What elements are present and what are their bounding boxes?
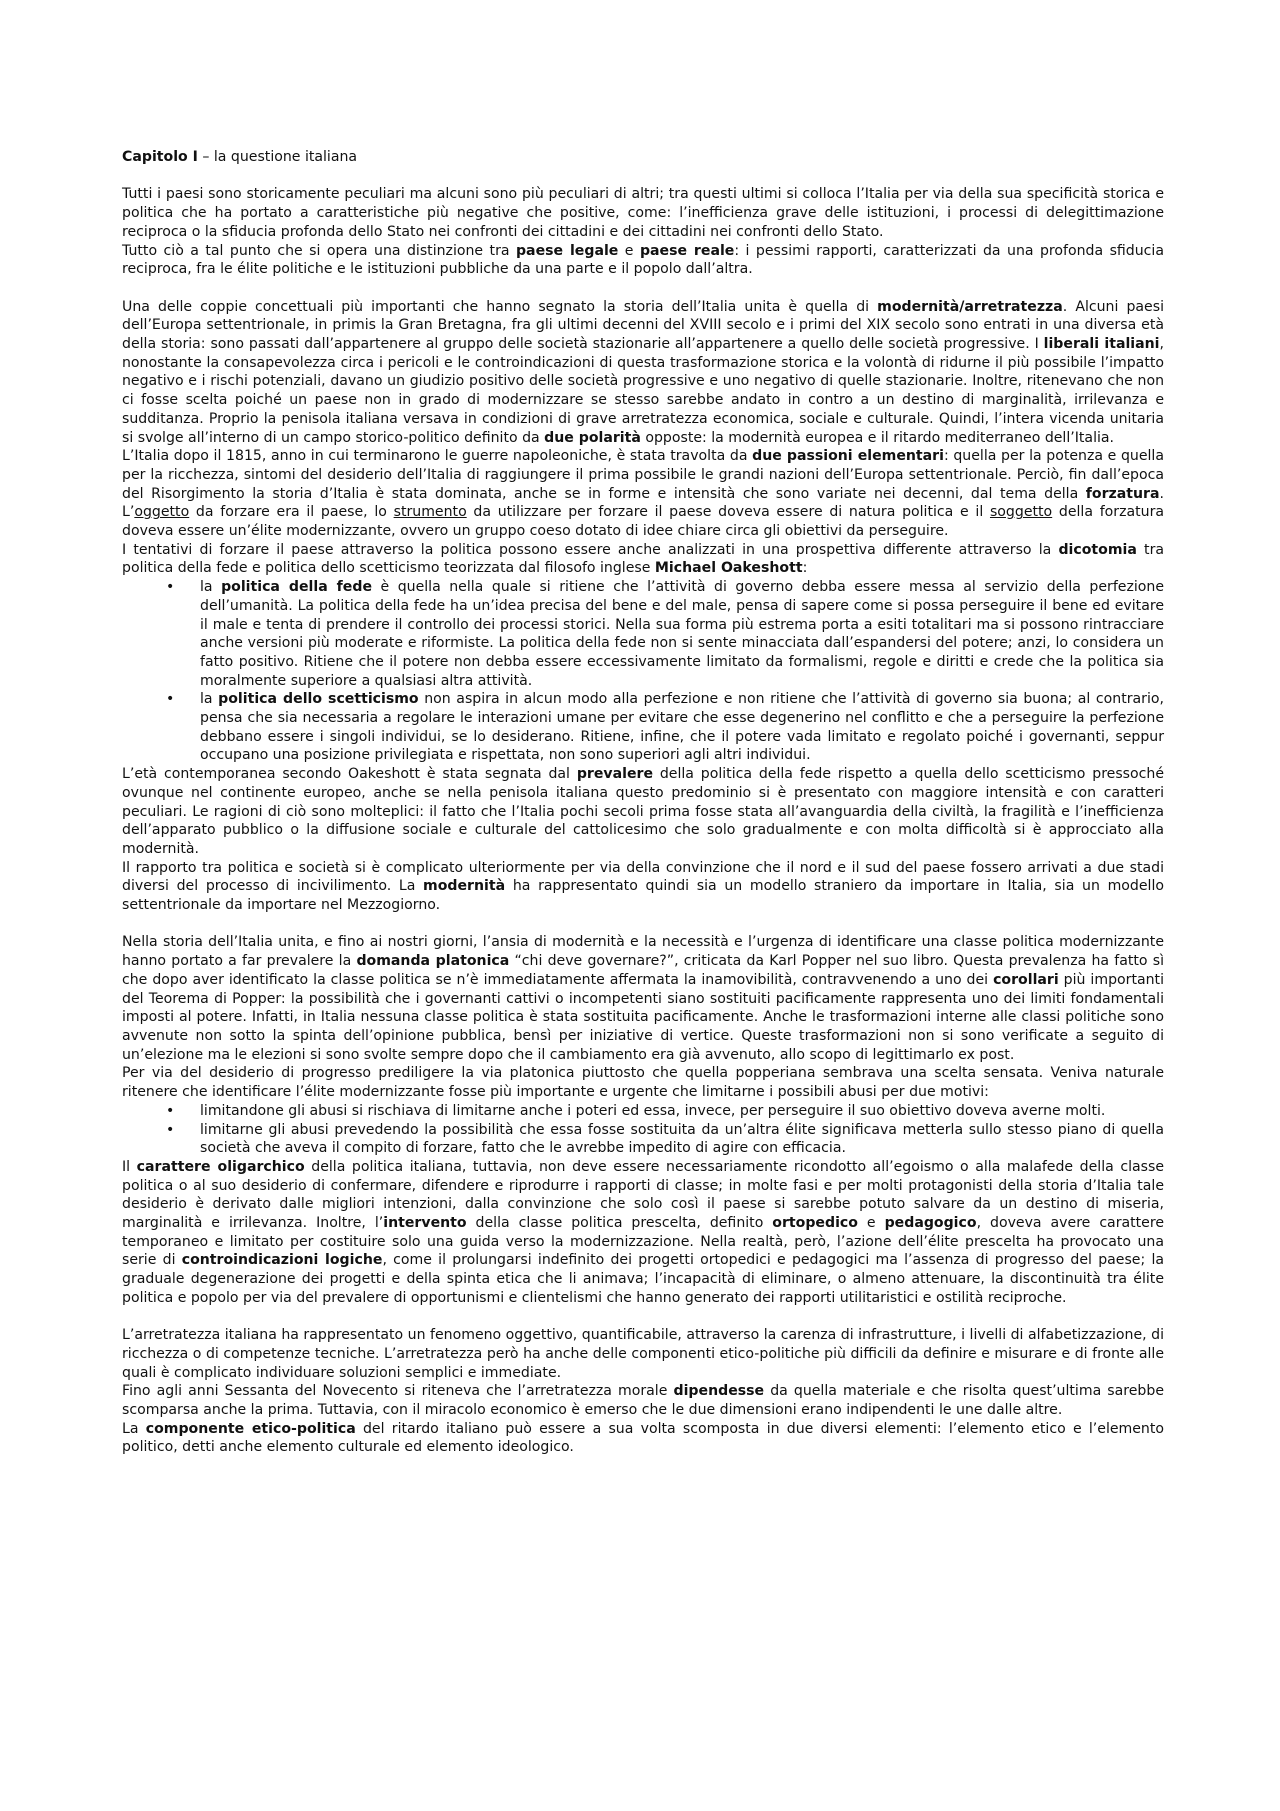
text-run: limitarne gli abusi prevedendo la possibilità che essa fosse sostituita da un’altra élite significava metterla sullo stesso piano di quella società che aveva il compito di forzare, fatto che le avrebbe impedito di agire con efficacia.	[200, 1121, 1164, 1157]
text-run: Fino agli anni Sessanta del Novecento si riteneva che l’arretratezza morale	[122, 1383, 674, 1400]
paragraph-spacer	[122, 279, 1164, 298]
text-run: e	[618, 242, 640, 259]
text-run: la	[200, 579, 222, 596]
text-run: Tutti i paesi sono storicamente peculiari ma alcuni sono più peculiari di altri; tra questi ultimi si colloca l’Italia per via della sua specificità storica e politica che ha portato a caratteristiche più negative che positive, come: l’inefficienza grave delle istituzioni, i processi di delegittimazione reciproca o la sfiducia profonda dello Stato nei confronti dei cittadini e dei cittadini nei confronti dello Stato.	[122, 186, 1164, 240]
bold-term: politica della fede	[221, 579, 372, 596]
text-run: Nella storia dell’Italia unita, e fino ai nostri giorni, l’ansia di modernità e la necessità e l’urgenza di identificare una classe politica modernizzante hanno portato a far prevalere la	[122, 934, 1164, 970]
text-run: : i pessimi rapporti, caratterizzati da una profonda sfiducia reciproca, fra le élite politiche e le istituzioni pubbliche da una parte e il popolo dall’altra.	[122, 242, 1164, 278]
text-run: , doveva avere carattere temporaneo e limitato per costituire solo una guida verso la modernizzazione. Nella realtà, però, l’azione dell’élite prescelta ha provocato una serie di	[122, 1215, 1165, 1269]
bold-term: forzatura	[1085, 485, 1160, 502]
document-body	[122, 185, 1164, 1457]
bold-term: modernità/arretratezza	[877, 298, 1063, 315]
text-run: da utilizzare per forzare il paese doveva essere di natura politica e il	[466, 504, 990, 521]
text-run: della forzatura doveva essere un’élite modernizzante, ovvero un gruppo coeso dotato di idee chiare circa gli obiettivi da perseguire.	[122, 504, 1165, 540]
bullet-icon: •	[166, 1102, 175, 1119]
bullet-icon: •	[166, 691, 175, 708]
list-item	[122, 1102, 1164, 1121]
text-run: , nonostante la consapevolezza circa i pericoli e le controindicazioni di questa trasformazione storica e la volontà di ridurne il più possibile l’impatto negativo e i rischi potenziali, davano un giudizio positivo delle società progressive e uno negativo di quelle stazionarie. Inoltre, ritenevano che non ci fosse scelta poiché un paese non in grado di modernizzare se stesso sarebbe andato in contro a un destino di marginalità, irrilevanza e sudditanza. Proprio la penisola italiana versava in condizioni di grave arretratezza economica, sociale e culturale. Quindi, l’intera vicenda unitaria si svolge all’interno di un campo storico-politico definito da	[122, 336, 1164, 446]
bold-term: carattere oligarchico	[136, 1158, 305, 1175]
text-run: La	[122, 1420, 146, 1437]
underlined-term: soggetto	[989, 504, 1053, 521]
text-run: non aspira in alcun modo alla perfezione e non ritiene che l’attività di governo sia buona; al contrario, pensa che sia necessaria a regolare le interazioni umane per evitare che esse degenerino nel conflitto e che a perseguire la perfezione debbano essere i singoli individui, se lo desiderano. Ritiene, infine, che il potere vada limitato e regolato poiché i governanti, seppur occupano una posizione privilegiata e rispettata, non sono superiori agli altri individui.	[200, 691, 1164, 764]
bold-term: domanda platonica	[356, 953, 510, 970]
text-run: I tentativi di forzare il paese attraverso la politica possono essere anche analizzati in una prospettiva differente attraverso la	[122, 541, 1059, 558]
bold-term: due polarità	[544, 429, 641, 446]
bold-term: dicotomia	[1058, 541, 1137, 558]
bold-term: corollari	[993, 971, 1059, 988]
bold-term: prevalere	[576, 766, 654, 783]
underlined-term: strumento	[393, 504, 467, 521]
document-page	[122, 148, 1164, 1457]
paragraph-spacer	[122, 1308, 1164, 1327]
paragraph	[122, 242, 1164, 279]
paragraph	[122, 765, 1164, 859]
text-run: : quella per la potenza e quella per la ricchezza, sintomi del desiderio dell’Italia di raggiungere il prima possibile le grandi nazioni dell’Europa settentrionale. Perciò, fin dall’epoca del Risorgimento la storia d’Italia è stata dominata, anche se in forme e intensità che sono variate nei decenni, dal tema della	[122, 448, 1164, 502]
paragraph-spacer	[122, 915, 1164, 934]
paragraph	[122, 933, 1164, 1064]
paragraph	[122, 185, 1164, 241]
paragraph	[122, 541, 1164, 578]
underlined-term: oggetto	[134, 504, 190, 521]
bullet-list	[122, 578, 1164, 765]
bold-term: politica dello scetticismo	[218, 691, 419, 708]
text-run: :	[802, 560, 808, 577]
text-run: più importanti del Teorema di Popper: la possibilità che i governanti cattivi o incompetenti siano sostituiti pacificamente rappresenta uno dei limiti fondamentali imposti al potere. Infatti, in Italia nessuna classe politica è stata sostituita pacificamente. Anche le trasformazioni interne alle classi politiche sono avvenute non sotto la spinta dell’opinione pubblica, bensì per iniziative di vertice. Queste trasformazioni non si sono verificate a seguito di un’elezione ma le elezioni si sono svolte sempre dopo che il cambiamento era già avvenuto, allo scopo di legittimarlo ex post.	[122, 971, 1164, 1063]
text-run: Per via del desiderio di progresso prediligere la via platonica piuttosto che quella popperiana sembrava una scelta sensata. Veniva naturale ritenere che identificare l’élite modernizzante fosse più importante e urgente che limitarne i possibili abusi per due motivi:	[122, 1065, 1164, 1101]
text-run: della politica italiana, tuttavia, non deve essere necessariamente ricondotto all’egoismo o alla malafede della classe politica o al suo desiderio di confermare, difendere e riprodurre i rapporti di classe; in molte fasi e per molti protagonisti della storia d’Italia tale desiderio è derivato dalle migliori intenzioni, dalla convinzione che solo così il paese si sarebbe potuto salvare da un destino di miseria, marginalità e irrilevanza. Inoltre, l’	[122, 1158, 1164, 1232]
text-run: della politica della fede rispetto a quella dello scetticismo pressoché ovunque nel continente europeo, anche se nella penisola italiana questo predominio si è presentato con maggiore intensità e con caratteri peculiari. Le ragioni di ciò sono molteplici: il fatto che l’Italia pochi secoli prima fosse stata all’avanguardia della civiltà, la fragilità e l’inefficienza dell’apparato pubblico o la diffusione sociale e culturale del cattolicesimo che solo gradualmente e con molta difficoltà si è approcciato alla modernità.	[122, 766, 1165, 857]
text-run: della classe politica prescelta, definito	[466, 1215, 773, 1232]
bullet-list	[122, 1102, 1164, 1158]
text-run: Il rapporto tra politica e società si è complicato ulteriormente per via della convinzione che il nord e il sud del paese fossero arrivati a due stadi diversi del processo di incivilimento. La	[122, 859, 1164, 895]
paragraph	[122, 298, 1164, 448]
text-run: . Alcuni paesi dell’Europa settentrionale, in primis la Gran Bretagna, fra gli ultimi decenni del XVIII secolo e i primi del XIX secolo sono entrati in una diversa età della storia: sono passati dall’appartenere al gruppo delle società stazionarie all’appartenere a quello delle società progressive. I	[122, 298, 1164, 352]
text-run: da forzare era il paese, lo	[189, 504, 394, 521]
paragraph	[122, 859, 1164, 915]
text-run: la	[200, 691, 219, 708]
text-run: , come il prolungarsi indefinito dei progetti ortopedici e pedagogici ma l’assenza di progresso del paese; la graduale degenerazione dei progetti e della spinta etica che li animava; l’incapacità di eliminare, o almeno attenuare, la discontinuità tra élite politica e popolo per via del prevalere di opportunismi e clientelismi che hanno generato dei rapporti utilitaristici e ostilità reciproche.	[122, 1252, 1164, 1306]
text-run: del ritardo italiano può essere a sua volta scomposta in due diversi elementi: l’elemento etico e l’elemento politico, detti anche elemento culturale ed elemento ideologico.	[122, 1420, 1165, 1456]
paragraph	[122, 1064, 1164, 1101]
text-run: opposte: la modernità europea e il ritardo mediterraneo dell’Italia.	[640, 429, 1115, 446]
bullet-icon: •	[166, 1121, 175, 1138]
bold-term: due passioni elementari	[752, 448, 944, 465]
bold-term: paese reale	[639, 242, 735, 259]
list-item	[122, 1121, 1164, 1158]
bold-term: pedagogico	[884, 1215, 977, 1232]
bold-term: Michael Oakeshott	[654, 560, 803, 577]
bold-term: dipendesse	[673, 1383, 765, 1400]
text-run: limitandone gli abusi si rischiava di limitarne anche i poteri ed essa, invece, per perseguire il suo obiettivo doveva averne molti.	[200, 1102, 1106, 1119]
bold-term: ortopedico	[772, 1215, 858, 1232]
text-run: da quella materiale e che risolta quest’ultima sarebbe scomparsa anche la prima. Tuttavia, con il miracolo economico è emerso che le due dimensioni erano indipendenti le une dalle altre.	[122, 1383, 1165, 1419]
bullet-icon: •	[166, 579, 175, 596]
text-run: L’arretratezza italiana ha rappresentato un fenomeno oggettivo, quantificabile, attraverso la carenza di infrastrutture, i livelli di alfabetizzazione, di ricchezza o di competenze tecniche. L’arretratezza però ha anche delle componenti etico-politiche più difficili da definire e misurare e di fronte alle quali è complicato individuare soluzioni semplici e immediate.	[122, 1327, 1164, 1381]
paragraph	[122, 1382, 1164, 1419]
paragraph	[122, 447, 1164, 541]
list-item	[122, 690, 1164, 765]
text-run: e	[857, 1215, 885, 1232]
text-run: . L’	[122, 485, 1164, 521]
paragraph	[122, 1420, 1164, 1457]
bold-term: modernità	[423, 878, 506, 895]
text-run: è quella nella quale si ritiene che l’attività di governo debba essere messa al servizio della perfezione dell’umanità. La politica della fede ha un’idea precisa del bene e del male, pensa di sapere come si possa perseguire il bene ed evitare il male e tenta di prendere il controllo dei processi storici. Nella sua forma più estrema porta a esiti totalitari ma si possono rintracciare anche versioni più moderate e riformiste. La politica della fede non si sente minacciata dall’espandersi del potere; anzi, lo considera un fatto positivo. Ritiene che il potere non debba essere eccessivamente limitato da formalismi, regole e diritti e crede che la politica sia moralmente superiore a qualsiasi altra attività.	[200, 579, 1164, 689]
paragraph	[122, 1158, 1164, 1308]
chapter-subtitle: – la questione italiana	[197, 149, 358, 165]
chapter-number: Capitolo I	[122, 149, 198, 165]
paragraph	[122, 1326, 1164, 1382]
bold-term: paese legale	[515, 242, 619, 259]
text-run: Tutto ciò a tal punto che si opera una distinzione tra	[122, 242, 516, 259]
chapter-title	[122, 148, 1164, 167]
text-run: Una delle coppie concettuali più importanti che hanno segnato la storia dell’Italia unita è quella di	[122, 298, 878, 315]
bold-term: liberali italiani	[1043, 336, 1160, 352]
text-run: tra politica della fede e politica dello scetticismo teorizzata dal filosofo inglese	[122, 541, 1164, 577]
text-run: L’età contemporanea secondo Oakeshott è stata segnata dal	[122, 766, 577, 783]
bold-term: controindicazioni logiche	[181, 1252, 383, 1269]
bold-term: componente etico-politica	[145, 1420, 356, 1437]
bold-term: intervento	[383, 1215, 467, 1232]
text-run: “chi deve governare?”, criticata da Karl Popper nel suo libro. Questa prevalenza ha fatto sì che dopo aver identificato la classe politica se n’è immediatamente affermata la inamovibilità, contravvenendo a uno dei	[122, 953, 1164, 988]
text-run: ha rappresentato quindi sia un modello straniero da importare in Italia, sia un modello settentrionale da importare nel Mezzogiorno.	[122, 878, 1164, 914]
text-run: L’Italia dopo il 1815, anno in cui terminarono le guerre napoleoniche, è stata travolta da	[122, 448, 753, 465]
list-item	[122, 578, 1164, 690]
text-run: Il	[122, 1158, 137, 1175]
